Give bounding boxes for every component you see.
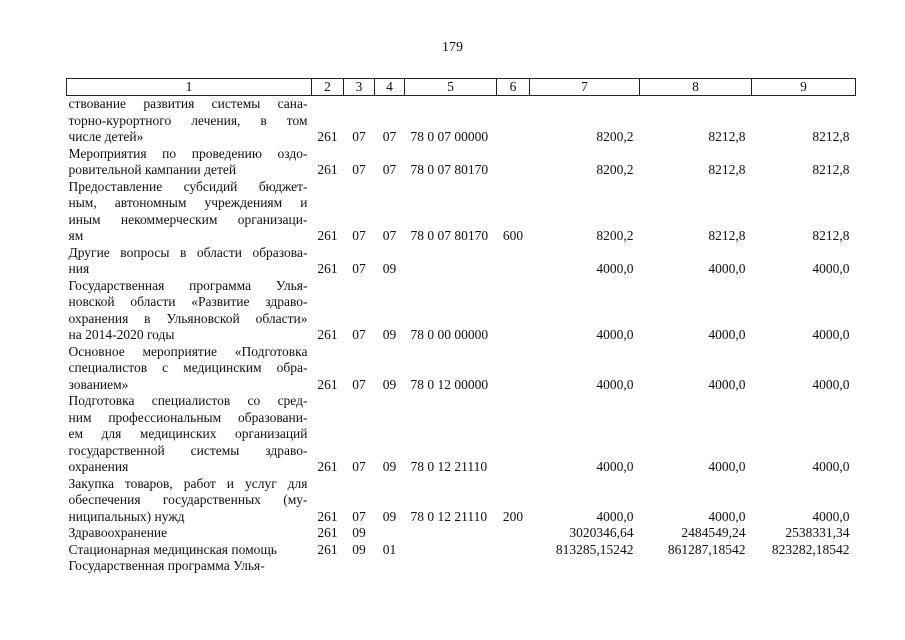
- row-name: [67, 558, 312, 575]
- target-article-code: 78 0 07 80170: [410, 228, 489, 243]
- amount-col-7: 8200,2: [596, 162, 634, 177]
- subsection-code: 09: [382, 261, 397, 276]
- expense-type-code: [497, 245, 530, 278]
- expense-type-code: [497, 278, 530, 344]
- amount-col-9: 8212,8: [812, 228, 850, 243]
- admin-code: 261: [317, 261, 338, 276]
- table-row: [67, 393, 856, 476]
- subsection-code: 07: [382, 162, 397, 177]
- section-code: 09: [352, 525, 366, 540]
- admin-code: 261: [317, 376, 338, 392]
- amount-col-7: [530, 558, 640, 575]
- amount-col-9: 823282,18542: [771, 541, 850, 557]
- row-name-line: ния: [68, 261, 90, 276]
- column-header-3: 3: [344, 79, 375, 96]
- amount-col-7: 4000,0: [596, 459, 634, 474]
- row-name-line: Здравоохранение: [68, 525, 168, 540]
- admin-code: 261: [317, 162, 338, 177]
- subsection-code: 01: [382, 541, 397, 557]
- target-article-code: 78 0 12 00000: [410, 376, 489, 392]
- amount-col-8: 4000,0: [708, 261, 746, 276]
- row-name-line: ним профессиональным образовани-: [68, 409, 308, 425]
- column-header-5: 5: [405, 79, 497, 96]
- expense-type-code: 600: [502, 228, 524, 243]
- row-name: [67, 344, 312, 394]
- row-name-line: ем для медицинских организаций: [68, 426, 308, 441]
- amount-col-8: 4000,0: [708, 327, 746, 342]
- row-name-line: охранения в Ульяновской области»: [68, 310, 308, 326]
- admin-code: 261: [317, 327, 338, 342]
- amount-col-8: 8212,8: [708, 162, 746, 177]
- row-name-line: Государственная программа Улья-: [68, 277, 308, 293]
- amount-col-9: 4000,0: [812, 376, 850, 392]
- table-row: [67, 542, 856, 559]
- amount-col-7: 3020346,64: [569, 525, 634, 540]
- target-article-code: [405, 245, 497, 278]
- table-row: [67, 245, 856, 278]
- row-name-line: ям: [68, 228, 84, 243]
- budget-table: [66, 78, 856, 575]
- row-name-line: ным, автономным учреждениям и: [68, 195, 308, 210]
- subsection-code: 09: [382, 508, 397, 524]
- amount-col-9: 4000,0: [812, 508, 850, 524]
- row-name: [67, 393, 312, 476]
- page-number: 179: [442, 40, 463, 55]
- admin-code: 261: [317, 508, 338, 524]
- row-name-line: торно-курортного лечения, в том: [68, 112, 308, 128]
- row-name-line: Предоставление субсидий бюджет-: [68, 178, 308, 194]
- target-article-code: 78 0 07 80170: [410, 162, 489, 177]
- subsection-code: [375, 525, 405, 542]
- section-code: 07: [352, 228, 366, 243]
- amount-col-8: 4000,0: [708, 459, 746, 474]
- amount-col-8: 8212,8: [708, 228, 746, 243]
- section-code: 07: [352, 376, 366, 392]
- row-name: [67, 542, 312, 559]
- admin-code: [312, 558, 344, 575]
- row-name-line: Подготовка специалистов со сред-: [68, 393, 308, 408]
- admin-code: 261: [317, 541, 338, 557]
- row-name-line: Государственная программа Улья-: [68, 558, 265, 573]
- section-code: [344, 558, 375, 575]
- row-name: [67, 525, 312, 542]
- subsection-code: 07: [382, 228, 397, 243]
- amount-col-7: 4000,0: [596, 261, 634, 276]
- admin-code: 261: [317, 459, 338, 474]
- amount-col-9: 4000,0: [812, 261, 850, 276]
- row-name: [67, 245, 312, 278]
- target-article-code: 78 0 12 21110: [410, 459, 488, 474]
- subsection-code: [375, 558, 405, 575]
- column-header-1: 1: [67, 79, 312, 96]
- table-row: [67, 96, 856, 146]
- target-article-code: [405, 542, 497, 559]
- row-name-line: иным некоммерческим организаци-: [68, 211, 308, 227]
- amount-col-7: 813285,15242: [555, 541, 634, 557]
- row-name-line: Основное мероприятие «Подготовка: [68, 343, 308, 359]
- column-header-7: 7: [530, 79, 640, 96]
- amount-col-8: 4000,0: [708, 376, 746, 392]
- amount-col-9: 2538331,34: [785, 525, 850, 540]
- row-name-line: новской области «Развитие здраво-: [68, 294, 308, 309]
- row-name-line: охранения: [68, 459, 129, 474]
- section-code: 07: [352, 508, 366, 524]
- table-row: [67, 525, 856, 542]
- subsection-code: 07: [382, 129, 397, 144]
- row-name-line: государственной системы здраво-: [68, 442, 308, 458]
- amount-col-8: 2484549,24: [681, 525, 746, 540]
- row-name-line: на 2014-2020 годы: [68, 327, 175, 342]
- row-name-line: Мероприятия по проведению оздо-: [68, 145, 308, 161]
- expense-type-code: 200: [502, 508, 524, 524]
- row-name: [67, 179, 312, 245]
- expense-type-code: [497, 542, 530, 559]
- column-header-8: 8: [640, 79, 752, 96]
- amount-col-7: 4000,0: [596, 376, 634, 392]
- row-name-line: Другие вопросы в области образова-: [68, 244, 308, 260]
- row-name: [67, 96, 312, 146]
- column-header-4: 4: [375, 79, 405, 96]
- amount-col-7: 8200,2: [596, 129, 634, 144]
- expense-type-code: [497, 525, 530, 542]
- table-body: [67, 96, 856, 575]
- table-row: [67, 146, 856, 179]
- amount-col-9: 8212,8: [812, 162, 850, 177]
- target-article-code: 78 0 00 00000: [410, 327, 489, 342]
- amount-col-9: 4000,0: [812, 459, 850, 474]
- amount-col-7: 4000,0: [596, 327, 634, 342]
- section-code: 07: [352, 129, 366, 144]
- row-name-line: ствование развития системы сана-: [68, 96, 308, 111]
- table-header: [67, 79, 856, 96]
- admin-code: 261: [317, 525, 338, 540]
- section-code: 07: [352, 261, 366, 276]
- amount-col-9: 8212,8: [812, 129, 850, 144]
- section-code: 09: [352, 541, 366, 557]
- expense-type-code: [497, 344, 530, 394]
- target-article-code: [405, 525, 497, 542]
- table-row: [67, 476, 856, 526]
- table-row: [67, 344, 856, 394]
- section-code: 07: [352, 459, 366, 474]
- expense-type-code: [497, 393, 530, 476]
- row-name-line: ниципальных) нужд: [68, 508, 185, 524]
- header-row: [67, 79, 856, 96]
- amount-col-8: 8212,8: [708, 129, 746, 144]
- amount-col-8: [640, 558, 752, 575]
- amount-col-9: [752, 558, 856, 575]
- table-row: [67, 278, 856, 344]
- target-article-code: 78 0 07 00000: [410, 129, 489, 144]
- target-article-code: 78 0 12 21110: [410, 508, 488, 524]
- row-name-line: ровительной кампании детей: [68, 162, 237, 177]
- row-name-line: специалистов с медицинским обра-: [68, 360, 308, 375]
- admin-code: 261: [317, 228, 338, 243]
- row-name-line: числе детей»: [68, 129, 144, 144]
- expense-type-code: [497, 558, 530, 575]
- column-header-6: 6: [497, 79, 530, 96]
- subsection-code: 09: [382, 327, 397, 342]
- target-article-code: [405, 558, 497, 575]
- admin-code: 261: [317, 129, 338, 144]
- section-code: 07: [352, 327, 366, 342]
- row-name-line: обеспечения государственных (му-: [68, 492, 308, 507]
- column-header-2: 2: [312, 79, 344, 96]
- table-row: [67, 179, 856, 245]
- table-row: [67, 558, 856, 575]
- section-code: 07: [352, 162, 366, 177]
- subsection-code: 09: [382, 376, 397, 392]
- row-name-line: Закупка товаров, работ и услуг для: [68, 475, 308, 491]
- row-name-line: Стационарная медицинская помощь: [68, 541, 277, 557]
- expense-type-code: [497, 146, 530, 179]
- amount-col-9: 4000,0: [812, 327, 850, 342]
- row-name: [67, 146, 312, 179]
- expense-type-code: [497, 96, 530, 146]
- row-name: [67, 278, 312, 344]
- column-header-9: 9: [752, 79, 856, 96]
- amount-col-7: 4000,0: [596, 508, 634, 524]
- amount-col-8: 861287,18542: [667, 541, 746, 557]
- amount-col-7: 8200,2: [596, 228, 634, 243]
- row-name-line: зованием»: [68, 376, 129, 392]
- subsection-code: 09: [382, 459, 397, 474]
- amount-col-8: 4000,0: [708, 508, 746, 524]
- row-name: [67, 476, 312, 526]
